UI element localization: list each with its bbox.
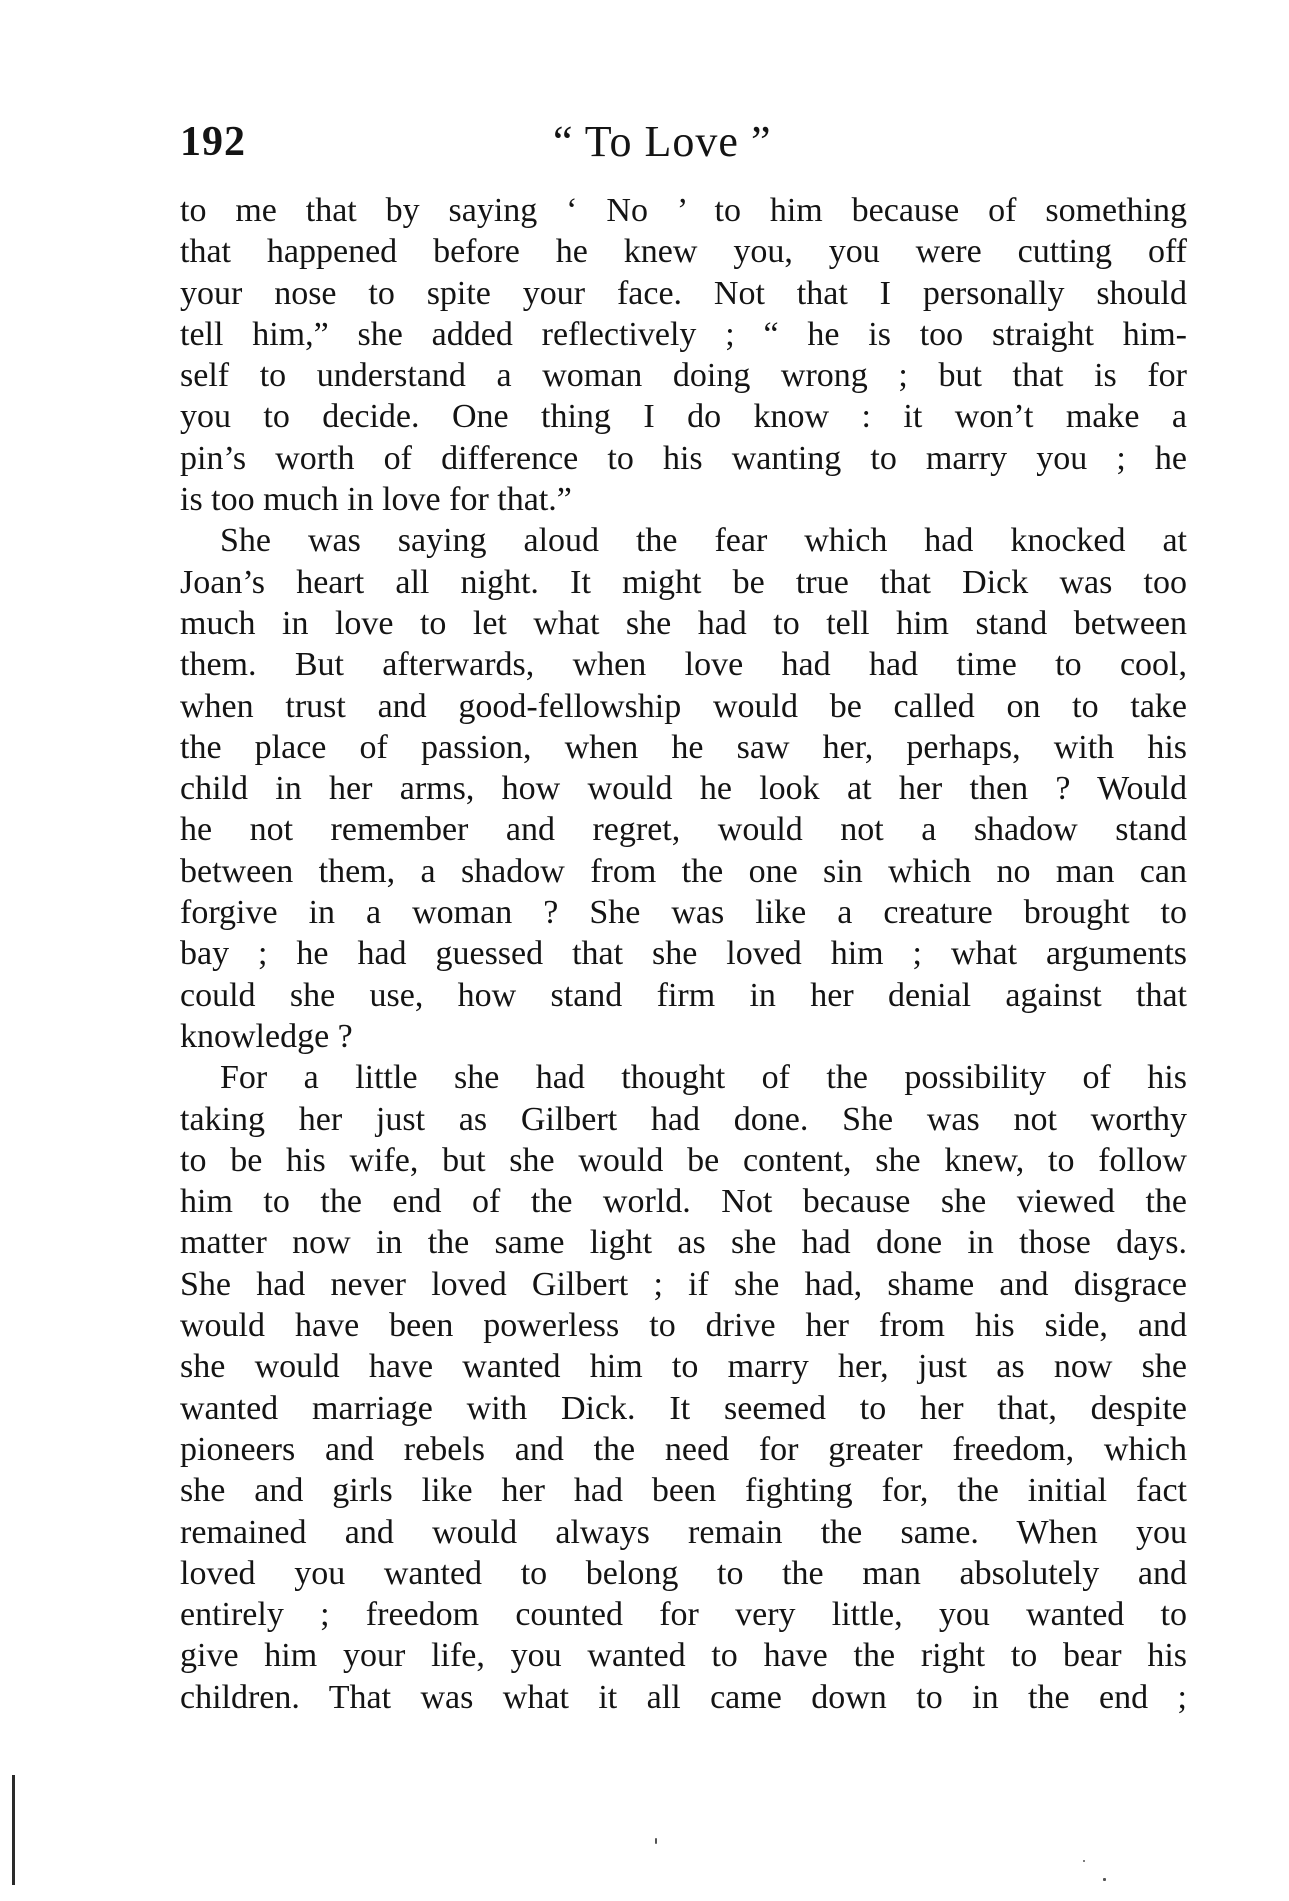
scan-edge-mark bbox=[12, 1775, 15, 1885]
text-line: him to the end of the world. Not because she viewed the bbox=[180, 1183, 1187, 1221]
text-line: pioneers and rebels and the need for greater freedom, which bbox=[180, 1430, 1187, 1468]
text-line: is too much in love for that.” bbox=[180, 481, 572, 519]
text-line: you to decide. One thing I do know : it won’t make a bbox=[180, 398, 1187, 436]
text-line: between them, a shadow from the one sin which no man can bbox=[180, 852, 1187, 890]
text-line: remained and would always remain the same. When you bbox=[180, 1513, 1187, 1551]
text-line: them. But afterwards, when love had had time to cool, bbox=[180, 646, 1187, 684]
text-line: bay ; he had guessed that she loved him ; what arguments bbox=[180, 935, 1187, 973]
scan-speck bbox=[1083, 1860, 1085, 1862]
body-text bbox=[180, 190, 1187, 1718]
text-line: could she use, how stand firm in her denial against that bbox=[180, 976, 1187, 1014]
text-line: she and girls like her had been fighting for, the initial fact bbox=[180, 1472, 1187, 1510]
text-line: entirely ; freedom counted for very little, you wanted to bbox=[180, 1596, 1187, 1634]
page-number: 192 bbox=[180, 119, 246, 165]
text-line: forgive in a woman ? She was like a creature brought to bbox=[180, 894, 1187, 932]
text-line: he not remember and regret, would not a shadow stand bbox=[180, 811, 1187, 849]
text-line: pin’s worth of difference to his wanting to marry you ; he bbox=[180, 439, 1187, 477]
text-line: taking her just as Gilbert had done. She was not worthy bbox=[180, 1100, 1187, 1138]
text-line: she would have wanted him to marry her, just as now she bbox=[180, 1348, 1187, 1386]
text-line: She was saying aloud the fear which had knocked at bbox=[220, 522, 1187, 560]
text-line: loved you wanted to belong to the man absolutely and bbox=[180, 1554, 1187, 1592]
text-line: She had never loved Gilbert ; if she had, shame and disgrace bbox=[180, 1265, 1187, 1303]
text-line: matter now in the same light as she had done in those days. bbox=[180, 1224, 1187, 1262]
text-line: would have been powerless to drive her from his side, and bbox=[180, 1307, 1187, 1345]
text-line: your nose to spite your face. Not that I personally should bbox=[180, 274, 1187, 312]
text-line: children. That was what it all came down to in the end ; bbox=[180, 1678, 1187, 1716]
text-line: much in love to let what she had to tell him stand between bbox=[180, 604, 1187, 642]
scan-speck bbox=[1103, 1878, 1106, 1881]
text-line: child in her arms, how would he look at her then ? Would bbox=[180, 770, 1187, 808]
text-line: that happened before he knew you, you were cutting off bbox=[180, 233, 1187, 271]
text-line: tell him,” she added reflectively ; “ he is too straight him- bbox=[180, 315, 1187, 353]
text-line: give him your life, you wanted to have the right to bear his bbox=[180, 1637, 1187, 1675]
text-line: For a little she had thought of the possibility of his bbox=[220, 1059, 1187, 1097]
text-line: the place of passion, when he saw her, perhaps, with his bbox=[180, 728, 1187, 766]
text-line: wanted marriage with Dick. It seemed to her that, despite bbox=[180, 1389, 1187, 1427]
text-line: knowledge ? bbox=[180, 1017, 353, 1055]
text-line: to be his wife, but she would be content, she knew, to follow bbox=[180, 1141, 1187, 1179]
scan-speck bbox=[655, 1838, 657, 1844]
running-title: “ To Love ” bbox=[553, 117, 772, 166]
text-line: to me that by saying ‘ No ’ to him because of something bbox=[180, 192, 1187, 229]
text-line: Joan’s heart all night. It might be true that Dick was too bbox=[180, 563, 1187, 601]
text-line: self to understand a woman doing wrong ; but that is for bbox=[180, 357, 1187, 395]
running-head bbox=[180, 118, 1180, 178]
text-line: when trust and good-fellowship would be called on to take bbox=[180, 687, 1187, 725]
